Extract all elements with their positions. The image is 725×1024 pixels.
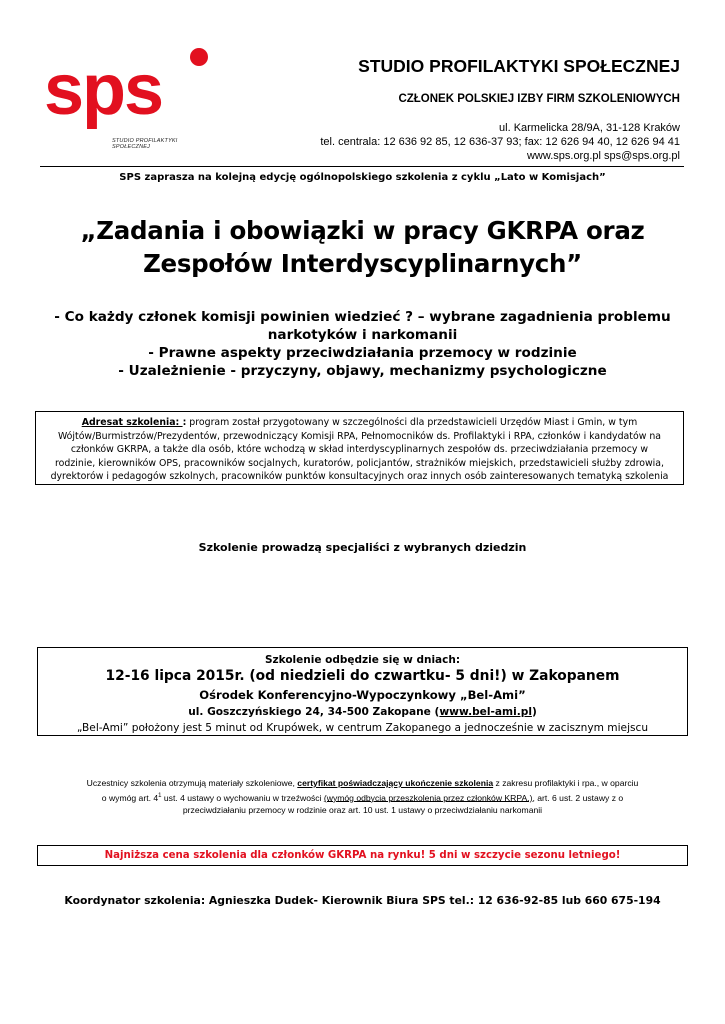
- header-web[interactable]: www.sps.org.pl sps@sps.org.pl: [526, 150, 680, 162]
- audience-line: Wójtów/Burmistrzów/Prezydentów, przewodniczący Komisji RPA, Pełnomocników ds. Profilaktyki i RPA, członków i kandydatów na: [57, 430, 662, 442]
- certificate-requirement: (wymóg odbycia przeszkolenia przez członków KRPA.): [323, 792, 533, 803]
- logo-subtitle: STUDIO PROFILAKTYKI SPOŁECZNEJ: [112, 138, 178, 150]
- coordinator-text: Koordynator szkolenia: Agnieszka Dudek- Kierownik Biura SPS tel.: 12 636-92-85 lub 660 675-194: [64, 894, 661, 907]
- header-title: STUDIO PROFILAKTYKI SPOŁECZNEJ: [358, 56, 680, 76]
- page-title: [40, 214, 685, 280]
- audience-box: [35, 411, 684, 485]
- audience-colon: :: [182, 417, 187, 428]
- event-description: „Bel-Ami” położony jest 5 minut od Krupówek, w centrum Zakopanego a jednocześnie w zacisznym miejscu: [76, 722, 649, 734]
- header-address: ul. Karmelicka 28/9A, 31-128 Kraków: [499, 122, 680, 134]
- header-member: CZŁONEK POLSKIEJ IZBY FIRM SZKOLENIOWYCH: [398, 93, 680, 105]
- audience-line: członków GKRPA, a także dla osób, które wchodzą w skład interdyscyplinarnych zespołów ds. przeciwdziałania przemocy w: [70, 444, 649, 456]
- event-intro: Szkolenie odbędzie się w dniach:: [264, 654, 461, 666]
- header-contact: [320, 121, 680, 163]
- event-box: [37, 647, 688, 736]
- title-line-1: „Zadania i obowiązki w pracy GKRPA oraz: [80, 216, 645, 245]
- event-venue: Ośrodek Konferencyjno-Wypoczynkowy „Bel-Ami”: [199, 688, 526, 702]
- audience-line: program został przygotowany w szczególności dla przedstawicieli Urzędów Miast i Gmin, w tym: [186, 417, 638, 428]
- venue-link[interactable]: www.bel-ami.pl: [439, 706, 532, 718]
- sps-logo: [40, 40, 210, 155]
- topic-item: - Co każdy członek komisji powinien wiedzieć ? – wybrane zagadnienia problemu: [54, 309, 671, 325]
- topic-item: narkotyków i narkomanii: [267, 327, 458, 343]
- event-dates: 12-16 lipca 2015r. (od niedzieli do czwartku- 5 dni!) w Zakopanem: [105, 668, 620, 684]
- certificate-text: Uczestnicy szkolenia otrzymują materiały szkoleniowe, certyfikat poświadczający ukończenie szkolenia z zakresu profilaktyki i rpa., w oparciu o wymóg art. $4^1$ ust. 4 ustawy o wychowaniu w trzeźwości (wymóg odbycia przeszkolenia przez członków KRPA.), art. 6 ust. 2 ustawy z o przeciwdziałaniu przemocy w rodzinie oraz art. 10 ust. 1 ustawy o przeciwdziałaniu narkomanii: [86, 778, 639, 815]
- certificate-highlight: certyfikat poświadczający ukończenie szkolenia: [297, 778, 494, 788]
- audience-line: rodzinie, kierowników OPS, pracowników socjalnych, kuratorów, policjantów, strażników miejskich, przedstawicieli służby zdrowia,: [55, 457, 664, 469]
- logo-text: sps: [44, 50, 163, 130]
- header-phones: tel. centrala: 12 636 92 85, 12 636-37 93; fax: 12 626 94 40, 12 626 94 41: [320, 136, 680, 148]
- invite-text: SPS zaprasza na kolejną edycję ogólnopolskiego szkolenia z cyklu „Lato w Komisjach”: [119, 172, 606, 183]
- promo-box: Najniższa cena szkolenia dla członków GKRPA na rynku! 5 dni w szczycie sezonu letniego!: [37, 845, 688, 866]
- topic-item: - Uzależnienie - przyczyny, objawy, mechanizmy psychologiczne: [118, 363, 607, 379]
- title-line-2: Zespołów Interdyscyplinarnych”: [143, 249, 582, 278]
- audience-line: dyrektorów i pedagogów szkolnych, pracowników punktów konsultacyjnych oraz innych osób zainteresowanych tematyką szkolenia: [50, 471, 669, 483]
- experts-text: Szkolenie prowadzą specjaliści z wybranych dziedzin: [198, 541, 527, 554]
- topics-list: [40, 308, 685, 380]
- event-address: ul. Goszczyńskiego 24, 34-500 Zakopane (www.bel-ami.pl): [188, 706, 537, 718]
- logo-dot-icon: [190, 48, 208, 66]
- topic-item: - Prawne aspekty przeciwdziałania przemocy w rodzinie: [148, 345, 577, 361]
- audience-label: Adresat szkolenia:: [81, 417, 183, 428]
- header-divider: [40, 166, 684, 167]
